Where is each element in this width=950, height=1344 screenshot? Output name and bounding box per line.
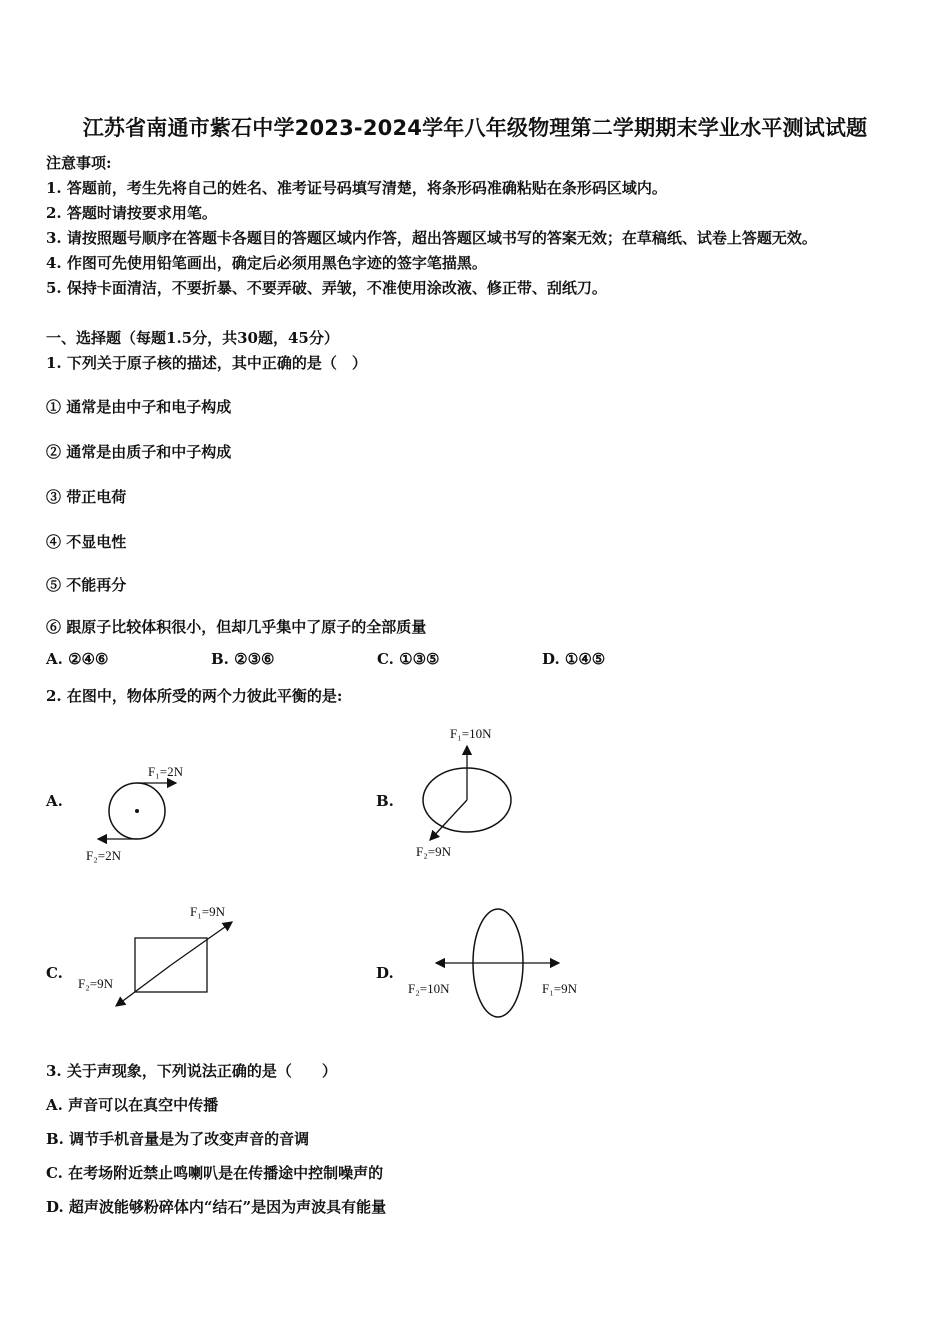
force-label-f1: F₁=9N	[190, 904, 225, 919]
q2-figure-a-label: A.	[46, 792, 63, 810]
force-label-f1: F₁=2N	[148, 764, 183, 779]
q1-statement: ② 通常是由质子和中子构成	[46, 443, 232, 461]
q2-figure-b-label: B.	[376, 792, 394, 810]
q3-option-b: B. 调节手机音量是为了改变声音的音调	[46, 1130, 310, 1148]
notice-item: 4. 作图可先使用铅笔画出，确定后必须用黑色字迹的签字笔描黑。	[46, 254, 487, 272]
force-label-f2: F₂=10N	[408, 981, 450, 996]
q1-statement: ③ 带正电荷	[46, 488, 127, 506]
q1-statement: ⑥ 跟原子比较体积很小，但却几乎集中了原子的全部质量	[46, 618, 427, 636]
notice-item: 5. 保持卡面清洁，不要折暴、不要弄破、弄皱，不准使用涂改液、修正带、刮纸刀。	[46, 279, 607, 297]
q1-statement: ⑤ 不能再分	[46, 576, 127, 594]
q3-option-d: D. 超声波能够粉碎体内“结石”是因为声波具有能量	[46, 1198, 387, 1216]
question-3-stem: 3. 关于声现象，下列说法正确的是（ ）	[46, 1062, 337, 1080]
q2-figure-c-label: C.	[46, 964, 63, 982]
notice-item: 1. 答题前，考生先将自己的姓名、准考证号码填写清楚，将条形码准确粘贴在条形码区域内。	[46, 179, 667, 197]
q2-figure-a	[80, 760, 200, 870]
force-arrow-f2	[116, 965, 171, 1006]
force-arrow-f2	[430, 800, 467, 840]
question-2-stem: 2. 在图中，物体所受的两个力彼此平衡的是:	[46, 687, 343, 705]
force-label-f2: F₂=9N	[416, 844, 451, 859]
question-1-stem: 1. 下列关于原子核的描述，其中正确的是（ ）	[46, 354, 367, 372]
force-label-f2: F₂=2N	[86, 848, 121, 863]
q1-statement: ④ 不显电性	[46, 533, 127, 551]
notice-item: 3. 请按照题号顺序在答题卡各题目的答题区域内作答，超出答题区域书写的答案无效；在草稿纸、试卷上答题无效。	[46, 229, 817, 247]
force-arrow-f1	[171, 922, 232, 965]
q3-option-c: C. 在考场附近禁止鸣喇叭是在传播途中控制噪声的	[46, 1164, 384, 1182]
q2-figure-d-label: D.	[376, 964, 394, 982]
q2-figure-b	[410, 722, 530, 862]
page-title: 江苏省南通市紫石中学2023-2024学年八年级物理第二学期期末学业水平测试试题	[82, 116, 868, 140]
notice-item: 2. 答题时请按要求用笔。	[46, 204, 217, 222]
force-label-f1: F₁=9N	[542, 981, 577, 996]
q1-option-b: B. ②③⑥	[211, 650, 275, 668]
q1-statement: ① 通常是由中子和电子构成	[46, 398, 232, 416]
q1-option-d: D. ①④⑤	[542, 650, 606, 668]
q1-option-c: C. ①③⑤	[377, 650, 440, 668]
q1-option-a: A. ②④⑥	[46, 650, 109, 668]
center-dot	[135, 809, 139, 813]
force-label-f2: F₂=9N	[78, 976, 113, 991]
force-label-f1: F₁=10N	[450, 726, 492, 741]
q2-figure-d	[404, 906, 594, 1021]
q2-figure-c	[76, 900, 246, 1015]
section-heading: 一、选择题（每题1.5分，共30题，45分）	[46, 329, 339, 347]
q3-option-a: A. 声音可以在真空中传播	[46, 1096, 219, 1114]
notice-heading: 注意事项:	[46, 154, 112, 172]
